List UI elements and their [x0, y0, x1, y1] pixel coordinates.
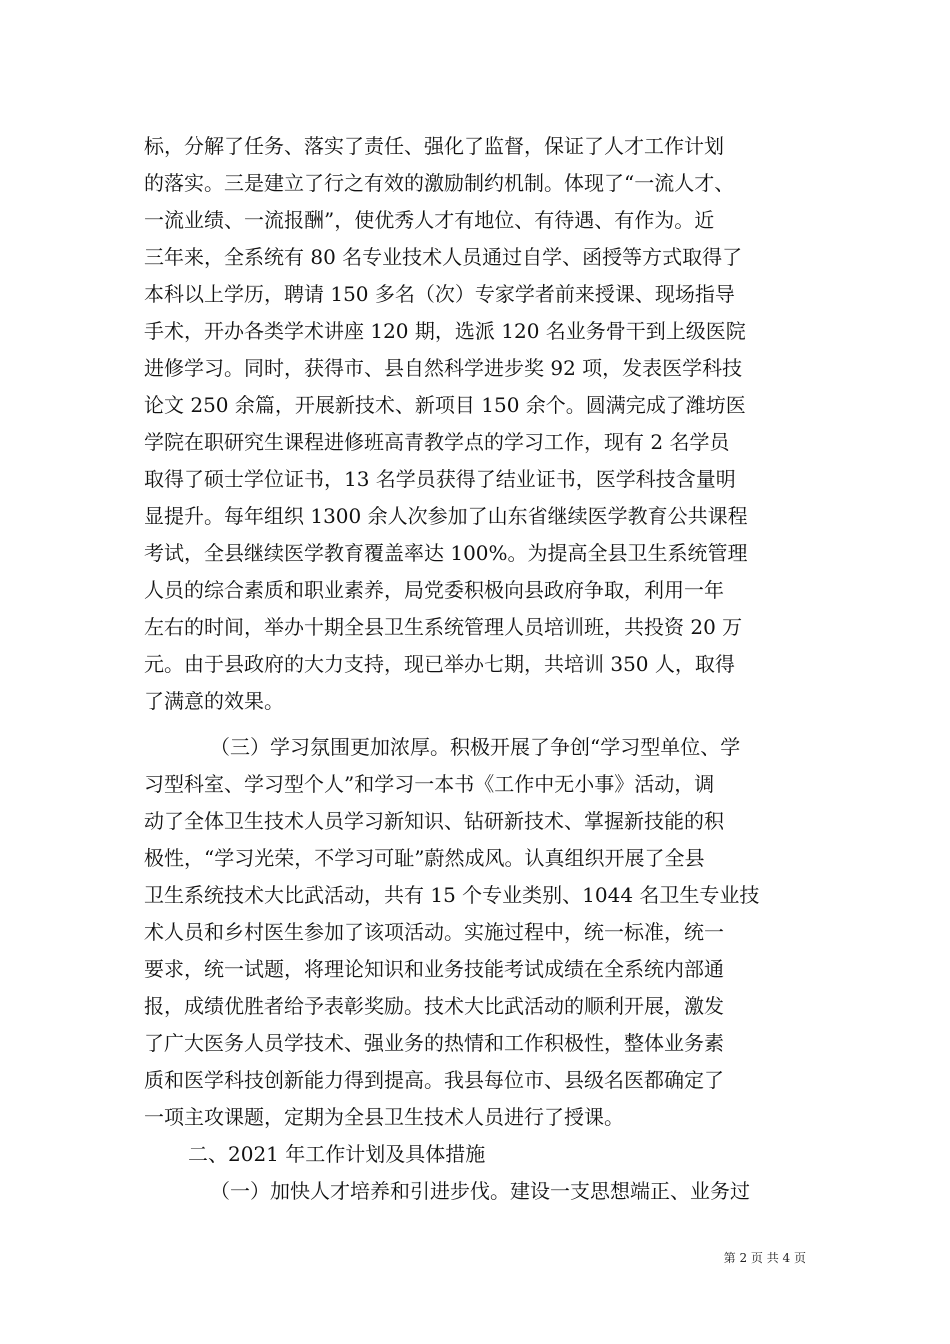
- text-line-13: 人员的综合素质和职业素养，局党委积极向县政府争取，利用一年: [144, 578, 724, 602]
- text-line-6: 手术，开办各类学术讲座 120 期，选派 120 名业务骨干到上级医院: [144, 319, 746, 343]
- text-line-3: 一流业绩、一流报酬”，使优秀人才有地位、有待遇、有作为。近: [144, 208, 715, 232]
- document-body: [144, 128, 806, 1210]
- page-number-footer: 第 2 页 共 4 页: [723, 1251, 806, 1265]
- text-line-2: 的落实。三是建立了行之有效的激励制约机制。体现了“一流人才、: [144, 171, 735, 195]
- text-line-21: 卫生系统技术大比武活动，共有 15 个专业类别、1044 名卫生专业技: [144, 883, 760, 907]
- paragraph-3-heading-line: （三）学习氛围更加浓厚。积极开展了争创“学习型单位、学: [210, 735, 741, 759]
- text-line-16: 了满意的效果。: [144, 689, 284, 713]
- text-line-12: 考试，全县继续医学教育覆盖率达 100%。为提高全县卫生系统管理: [144, 541, 748, 565]
- text-line-7: 进修学习。同时，获得市、县自然科学进步奖 92 项，发表医学科技: [144, 356, 743, 380]
- text-line-4: 三年来，全系统有 80 名专业技术人员通过自学、函授等方式取得了: [144, 245, 743, 269]
- text-line-15: 元。由于县政府的大力支持，现已举办七期，共培训 350 人，取得: [144, 652, 735, 676]
- text-line-5: 本科以上学历，聘请 150 多名（次）专家学者前来授课、现场指导: [144, 282, 735, 306]
- subsection-heading-line: （一）加快人才培养和引进步伐。建设一支思想端正、业务过: [210, 1179, 750, 1203]
- text-line-18: 习型科室、学习型个人”和学习一本书《工作中无小事》活动，调: [144, 772, 715, 796]
- text-line-14: 左右的时间，举办十期全县卫生系统管理人员培训班，共投资 20 万: [144, 615, 743, 639]
- text-line-1: 标，分解了任务、落实了责任、强化了监督，保证了人才工作计划: [144, 134, 724, 158]
- text-line-9: 学院在职研究生课程进修班高青教学点的学习工作，现有 2 名学员: [144, 430, 730, 454]
- text-line-27: 一项主攻课题，定期为全县卫生技术人员进行了授课。: [144, 1105, 624, 1129]
- text-line-22: 术人员和乡村医生参加了该项活动。实施过程中，统一标准，统一: [144, 920, 724, 944]
- text-line-10: 取得了硕士学位证书，13 名学员获得了结业证书，医学科技含量明: [144, 467, 736, 491]
- text-line-24: 报，成绩优胜者给予表彰奖励。技术大比武活动的顺利开展，激发: [144, 994, 724, 1018]
- section-heading: 二、2021 年工作计划及具体措施: [188, 1142, 486, 1166]
- text-line-26: 质和医学科技创新能力得到提高。我县每位市、县级名医都确定了: [144, 1068, 724, 1092]
- text-line-8: 论文 250 余篇，开展新技术、新项目 150 余个。圆满完成了潍坊医: [144, 393, 746, 417]
- text-line-25: 了广大医务人员学技术、强业务的热情和工作积极性，整体业务素: [144, 1031, 724, 1055]
- text-line-11: 显提升。每年组织 1300 余人次参加了山东省继续医学教育公共课程: [144, 504, 748, 528]
- text-line-19: 动了全体卫生技术人员学习新知识、钻研新技术、掌握新技能的积: [144, 809, 724, 833]
- text-line-23: 要求，统一试题，将理论知识和业务技能考试成绩在全系统内部通: [144, 957, 724, 981]
- text-line-20: 极性，“学习光荣，不学习可耻”蔚然成风。认真组织开展了全县: [144, 846, 705, 870]
